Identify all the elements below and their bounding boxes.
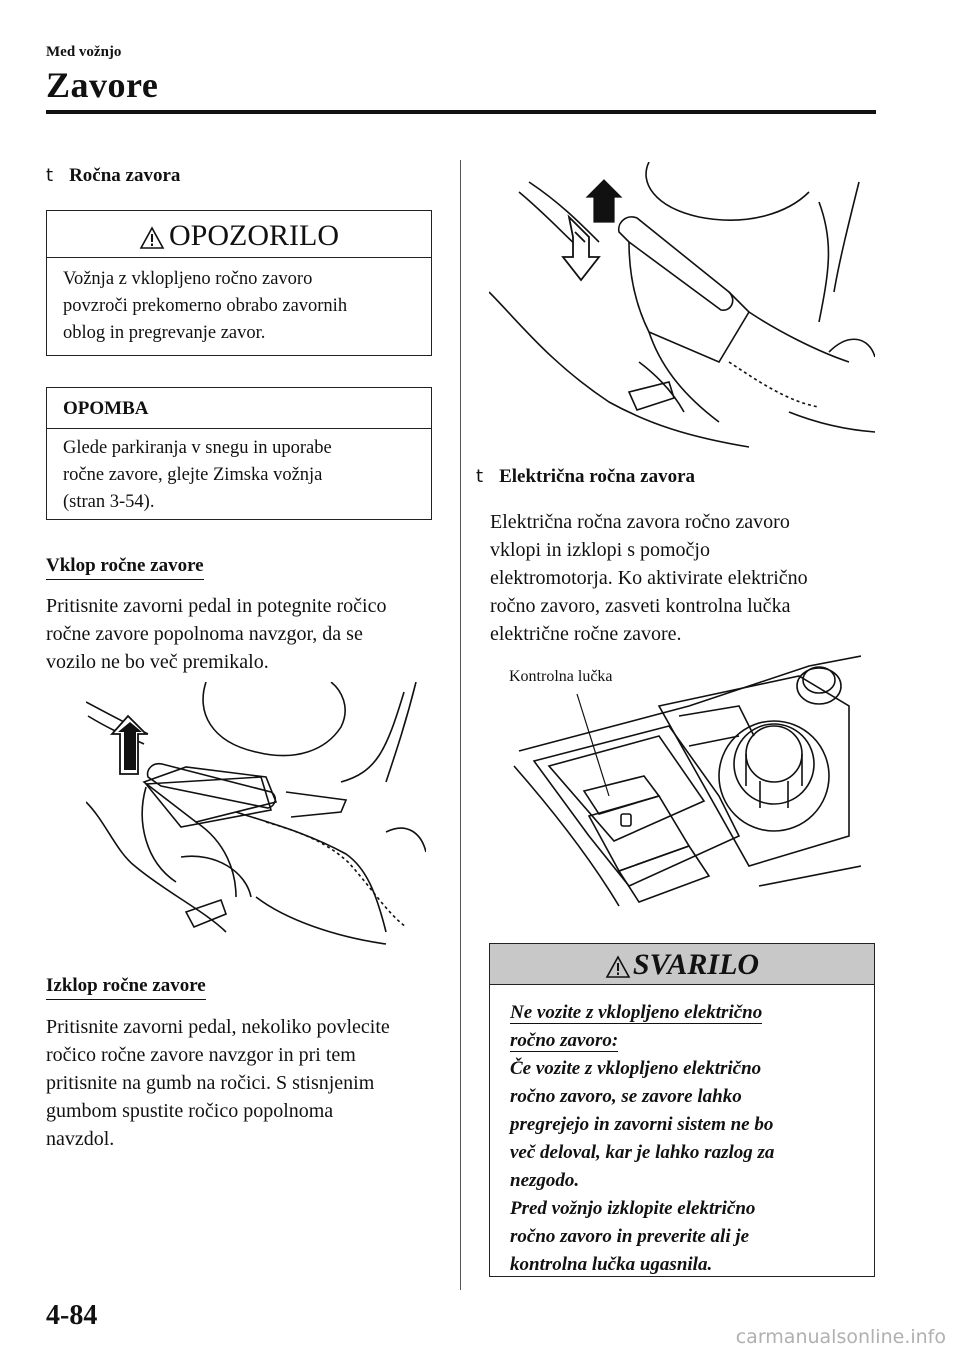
handbrake-release-figure <box>489 162 875 452</box>
square-bullet-icon: t <box>476 466 484 487</box>
warning-line: oblog in pregrevanje zavor. <box>63 323 266 343</box>
chapter-title: Zavore <box>46 65 159 105</box>
caution-box <box>489 943 875 1277</box>
note-line: Glede parkiranja v snegu in uporabe <box>63 438 332 458</box>
caution-underlined-line: ročno zavoro: <box>510 1030 619 1051</box>
caution-line: pregrejejo in zavorni sistem ne bo <box>510 1114 774 1135</box>
apply-text: Pritisnite zavorni pedal in potegnite ročico ročne zavore popolnoma navzgor, da se vozilo ne bo več premikalo. <box>46 595 387 673</box>
note-header: OPOMBA <box>47 388 431 429</box>
note-box <box>46 387 432 520</box>
caution-line: nezgodo. <box>510 1170 580 1191</box>
running-head: Med vožnjo <box>46 44 122 60</box>
caution-line: ročno zavoro in preverite ali je <box>510 1226 750 1247</box>
watermark: carmanualsonline.info <box>735 1326 946 1348</box>
page-number: 4-84 <box>46 1300 98 1331</box>
warning-box <box>46 210 432 356</box>
release-heading: Izklop ročne zavore <box>46 975 206 1000</box>
caution-body <box>490 985 874 1295</box>
warning-line: Vožnja z vklopljeno ročno zavoro <box>63 269 313 289</box>
caution-line: Če vozite z vklopljeno električno <box>510 1058 762 1079</box>
arrow-up-icon <box>112 716 146 774</box>
electric-parking-brake-figure <box>509 636 861 926</box>
release-heading-wrap <box>46 975 206 1000</box>
epb-text: Električna ročna zavora ročno zavoro vklopi in izklopi s pomočjo elektromotorja. Ko aktivirate električno ročno zavoro, zasveti kontrolna lučka električne ročne zavore. <box>490 511 808 645</box>
caution-line: Pred vožnjo izklopite električno <box>510 1198 756 1219</box>
apply-heading-wrap <box>46 555 204 580</box>
section-heading-epb: t Električna ročna zavora <box>476 466 696 487</box>
note-line: (stran 3-54). <box>63 492 155 512</box>
note-line: ročne zavore, glejte Zimska vožnja <box>63 465 323 485</box>
handbrake-apply-figure <box>86 682 426 950</box>
apply-heading: Vklop ročne zavore <box>46 555 204 580</box>
warning-line: povzroči prekomerno obrabo zavornih <box>63 296 348 316</box>
warning-triangle-icon <box>139 226 165 250</box>
warning-triangle-icon <box>605 955 631 979</box>
caution-underlined-line: Ne vozite z vklopljeno električno <box>510 1002 763 1023</box>
section-heading-hand-brake: t Ročna zavora <box>46 165 181 186</box>
release-text: Pritisnite zavorni pedal, nekoliko povlecite ročico ročne zavore navzgor in pri tem pritisnite na gumb na ročici. S stisnjenim gumbom spustite ročico popolnoma navzdol. <box>46 1016 390 1150</box>
header-rule <box>46 110 876 114</box>
caution-line: več deloval, kar je lahko razlog za <box>510 1142 775 1163</box>
caution-line: kontrolna lučka ugasnila. <box>510 1254 713 1275</box>
column-divider <box>460 160 461 1290</box>
arrow-up-icon <box>587 180 621 222</box>
arrow-down-icon <box>563 217 599 280</box>
warning-header: OPOZORILO <box>47 211 431 257</box>
caution-header: SVARILO <box>490 944 874 985</box>
square-bullet-icon: t <box>46 165 54 186</box>
indicator-light-label: Kontrolna lučka <box>509 668 613 685</box>
caution-line: ročno zavoro, se zavore lahko <box>510 1086 742 1107</box>
